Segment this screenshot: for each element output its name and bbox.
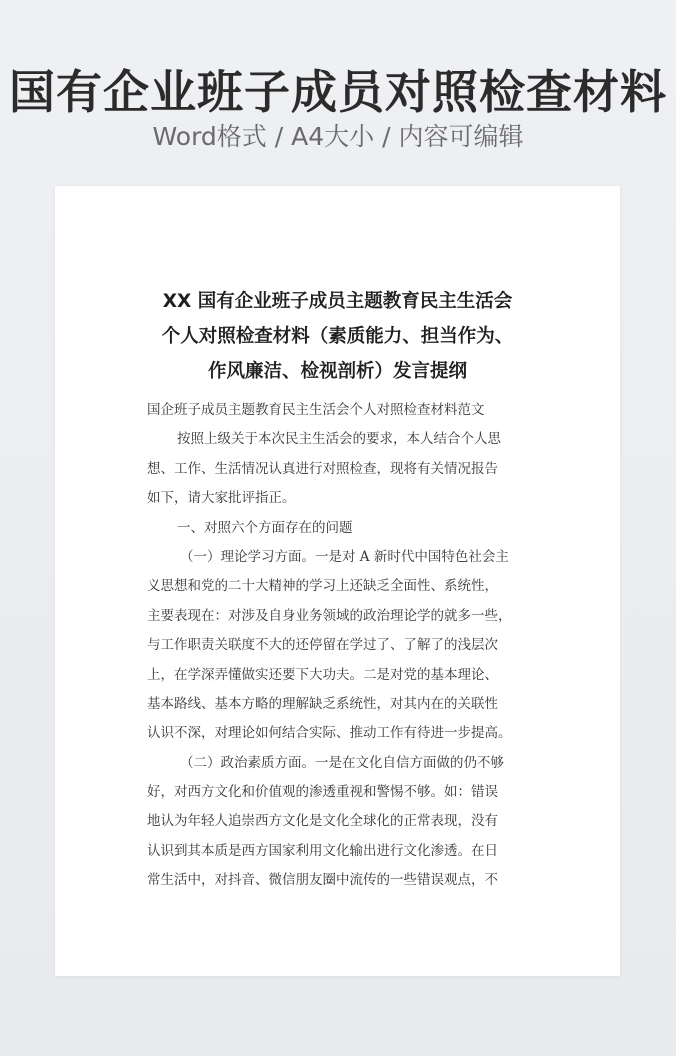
paragraph-line: 如下，请大家批评指正。 [147,490,296,507]
paragraph-line: 义思想和党的二十大精神的学习上还缺乏全面性、系统性， [147,578,498,595]
banner-subtitle: Word格式 / A4大小 / 内容可编辑 [152,122,524,151]
paragraph-line: 按照上级关于本次民主生活会的要求，本人结合个人思 [177,431,501,448]
document-body [147,396,547,896]
banner-title: 国有企业班子成员对照检查材料 [9,65,667,119]
document-subtitle-line: 国企班子成员主题教育民主生活会个人对照检查材料范文 [147,402,485,418]
paragraph-line: 基本路线、基本方略的理解缺乏系统性，对其内在的关联性 [147,695,498,712]
paragraph-line: 常生活中，对抖音、微信朋友圈中流传的一些错误观点，不 [147,872,498,889]
paragraph-line: 地认为年轻人追崇西方文化是文化全球化的正常表现，没有 [147,813,498,830]
heading-line: 个人对照检查材料（素质能力、担当作为、 [161,326,514,347]
heading-line: XX 国有企业班子成员主题教育民主生活会 [162,291,513,312]
paragraph-line: 认识不深，对理论如何结合实际、推动工作有待进一步提高。 [147,725,512,742]
paragraph-line: 主要表现在：对涉及自身业务领域的政治理论学的就多一些， [147,607,512,624]
paragraph-line: （二）政治素质方面。一是在文化自信方面做的仍不够 [180,754,504,771]
section-heading-line: 一、对照六个方面存在的问题 [177,519,353,536]
document-heading [55,284,620,389]
paragraph-line: 好，对西方文化和价值观的渗透重视和警惕不够。如：错误 [147,784,498,801]
document-page [55,186,620,976]
heading-line: 作风廉洁、检视剖析）发言提纲 [207,361,467,382]
paragraph-line: 想、工作、生活情况认真进行对照检查，现将有关情况报告 [147,460,498,477]
paragraph-line: 上，在学深弄懂做实还要下大功夫。二是对党的基本理论、 [147,666,498,683]
paragraph-line: （一）理论学习方面。一是对 A 新时代中国特色社会主 [180,548,509,565]
paragraph-line: 认识到其本质是西方国家利用文化输出进行文化渗透。在日 [147,842,498,859]
paragraph-line: 与工作职责关联度不大的还停留在学过了、了解了的浅层次 [147,637,498,654]
